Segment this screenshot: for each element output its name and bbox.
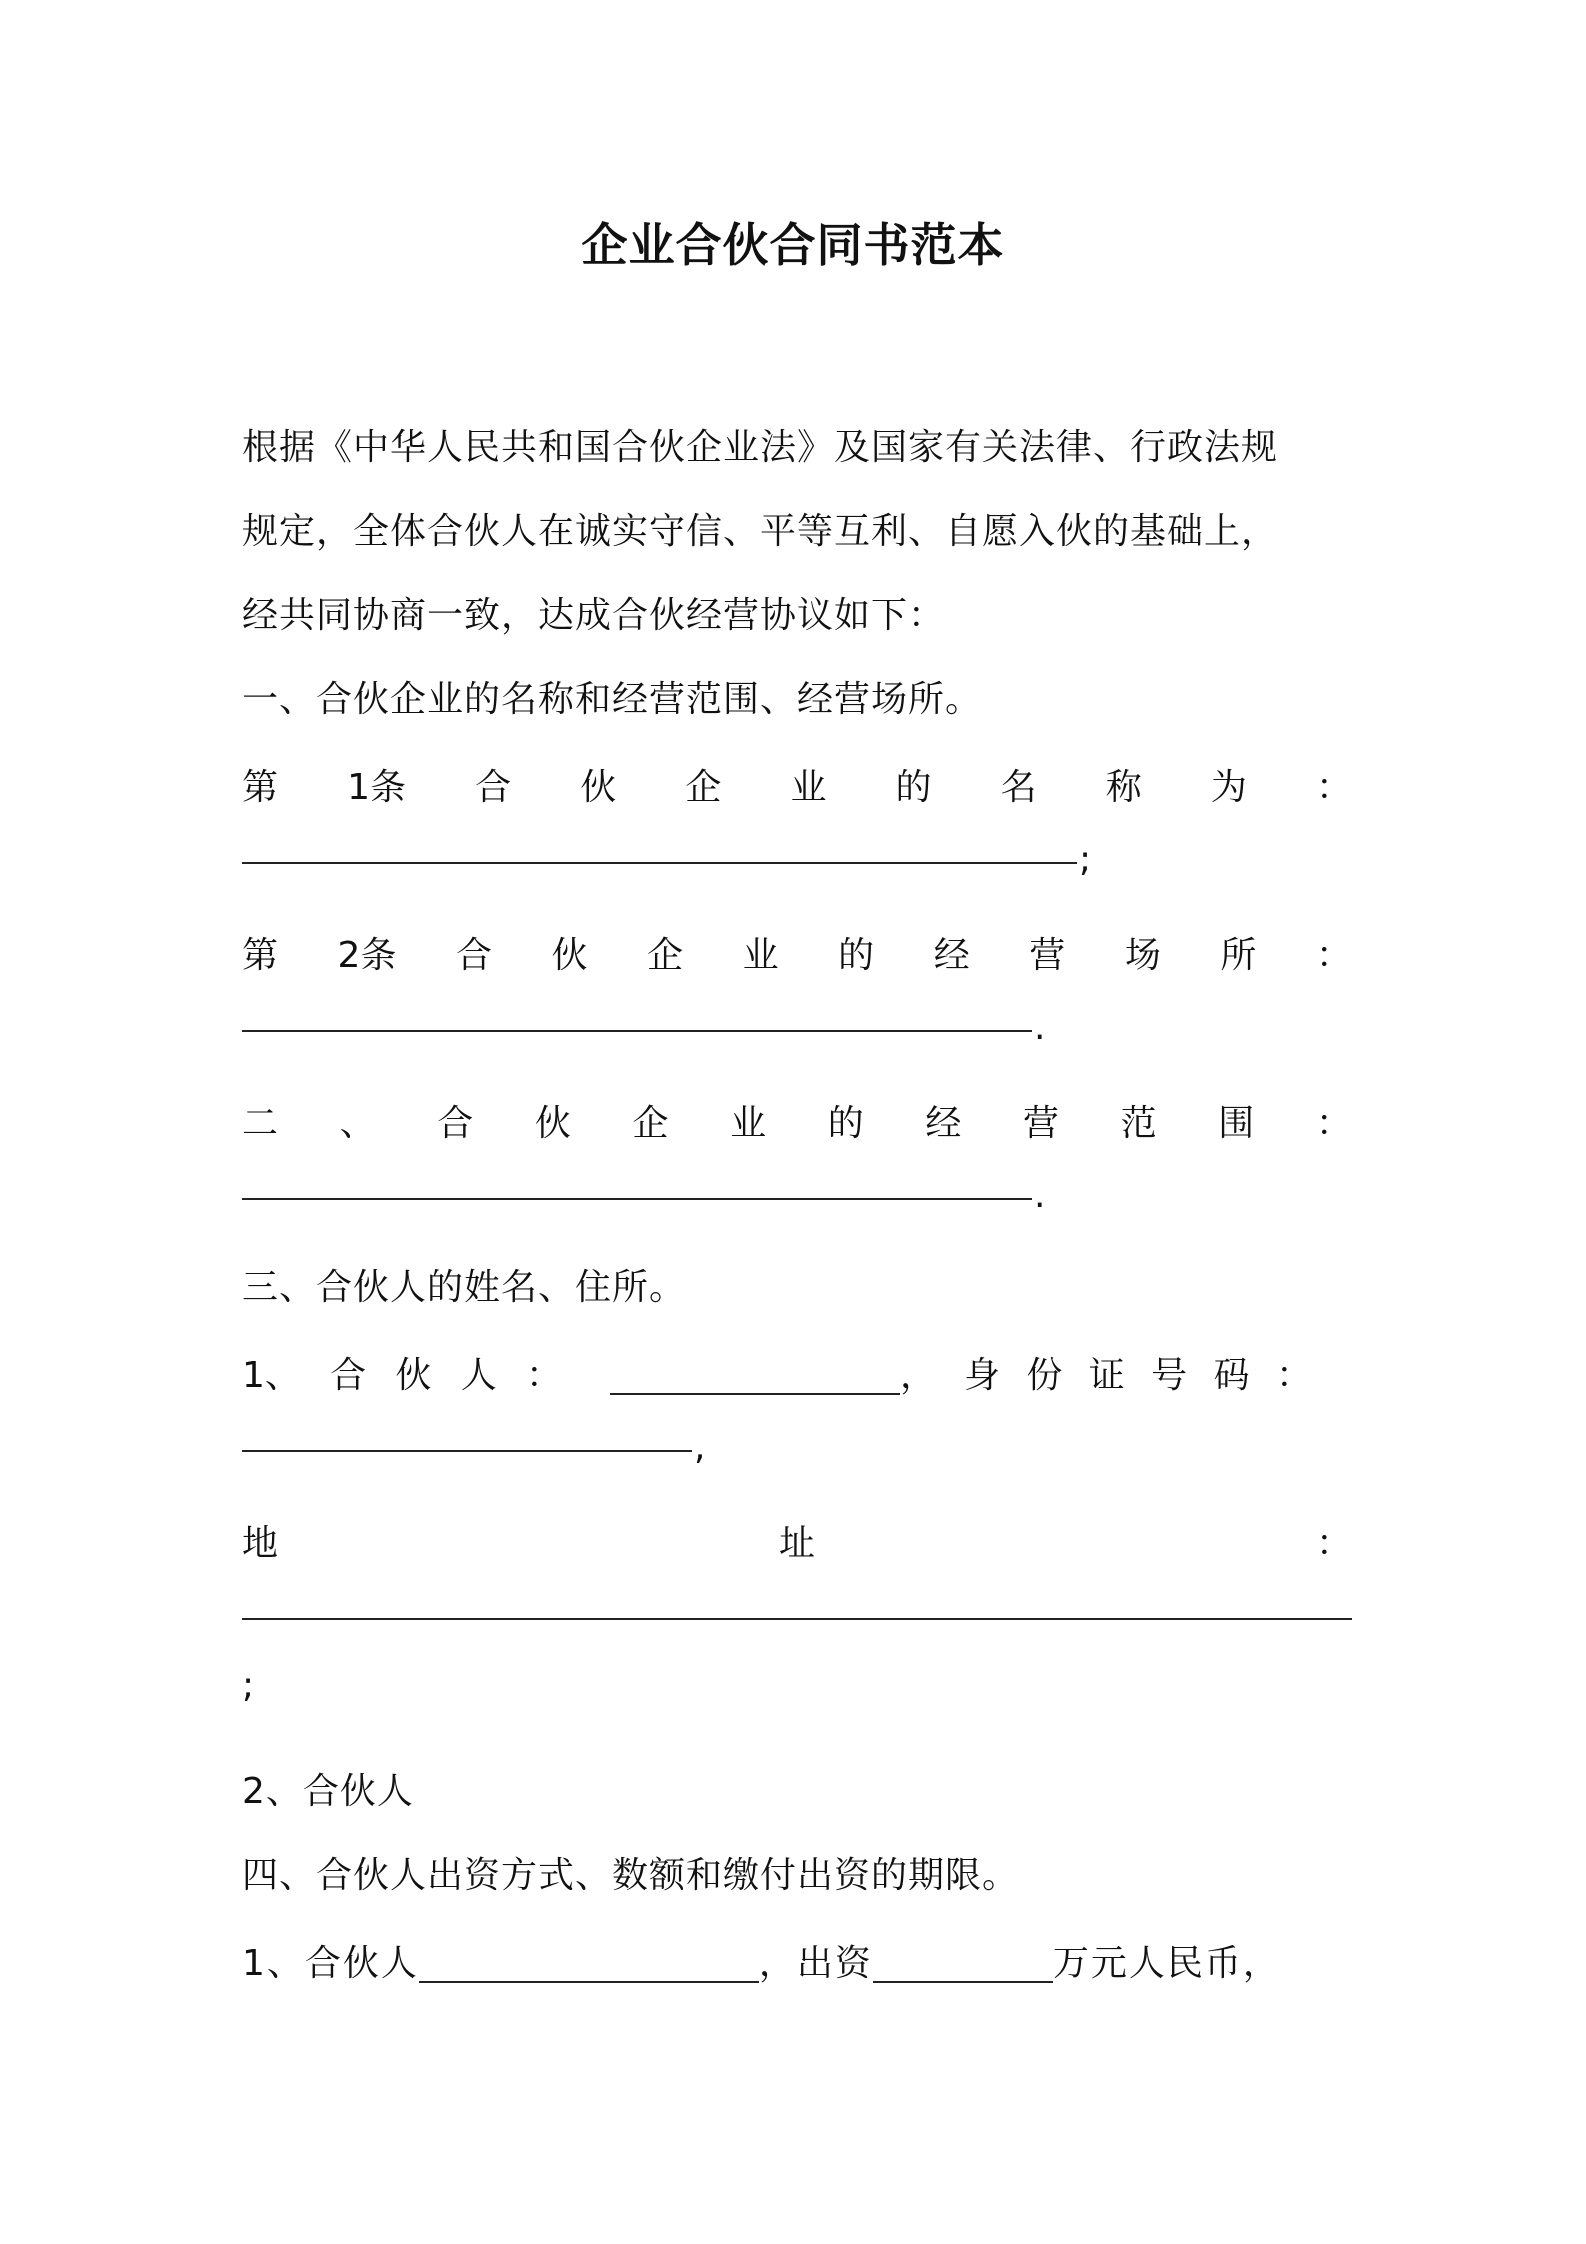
intro-line-3: 经共同协商一致，达成合伙经营协议如下： [242, 595, 946, 636]
address-fill-row [242, 1582, 1352, 1666]
address-char: 址 [778, 1522, 815, 1564]
partner-1-name-blank[interactable] [610, 1361, 900, 1395]
article-1-char: 为 [1210, 766, 1247, 808]
partner-1-char: 人 [460, 1354, 497, 1396]
section-2-label [242, 1078, 1352, 1162]
section-2-char: 企 [632, 1102, 669, 1144]
article-1-char: 伙 [580, 766, 617, 808]
article-1-char: 第 [242, 766, 279, 808]
section-2-char: 业 [730, 1102, 767, 1144]
article-2-char: 的 [838, 934, 875, 976]
business-scope-blank[interactable] [242, 1198, 1032, 1200]
article-1-char: 合 [475, 766, 512, 808]
article-1-tail: ; [1079, 839, 1092, 880]
id-number-char: ： [1275, 1354, 1312, 1396]
id-number-blank[interactable] [242, 1450, 692, 1452]
address-blank[interactable] [242, 1618, 1352, 1620]
article-2-label [242, 910, 1352, 994]
id-number-char: 证 [1088, 1354, 1125, 1396]
article-2-char: 2条 [337, 934, 397, 976]
article-1-char: 名 [1000, 766, 1037, 808]
address-tail: ; [242, 1666, 255, 1706]
section-2-char: 合 [437, 1102, 474, 1144]
id-number-tail: , [694, 1427, 706, 1468]
enterprise-name-blank[interactable] [242, 862, 1077, 864]
section-2-char: 伙 [534, 1102, 571, 1144]
article-1-label [242, 742, 1352, 826]
section-2-tail: . [1034, 1175, 1046, 1216]
article-2-tail: . [1034, 1007, 1046, 1048]
article-1-char: 企 [685, 766, 722, 808]
id-number-label [964, 1347, 1312, 1398]
partner-1-char: ： [525, 1354, 562, 1396]
article-1-char: 称 [1105, 766, 1142, 808]
business-place-blank[interactable] [242, 1030, 1032, 1032]
article-2-char: 经 [933, 934, 970, 976]
address-label [242, 1498, 1352, 1582]
article-1-char: ： [1315, 766, 1352, 808]
article-1-char: 业 [790, 766, 827, 808]
capital-prefix: 1、合伙人 [242, 1942, 419, 1984]
address-char: ： [1315, 1522, 1352, 1564]
article-2-char: 业 [742, 934, 779, 976]
section-2-char: 营 [1023, 1102, 1060, 1144]
article-2-char: ： [1315, 934, 1352, 976]
section-2-fill-row [242, 1162, 1352, 1246]
id-number-char: 码 [1213, 1354, 1250, 1396]
article-2-char: 企 [647, 934, 684, 976]
capital-mid: ，出资 [758, 1942, 873, 1984]
section-3-heading: 三、合伙人的姓名、住所。 [242, 1267, 687, 1308]
article-2-char: 所 [1220, 934, 1257, 976]
article-1-char: 的 [895, 766, 932, 808]
article-2-char: 第 [242, 934, 279, 976]
section-2-char: ： [1315, 1102, 1352, 1144]
document-title: 企业合伙合同书范本 [581, 218, 1005, 272]
partner-1-char: 伙 [395, 1354, 432, 1396]
section-2-char: 围 [1218, 1102, 1255, 1144]
partner-1-comma: ， [900, 1354, 937, 1396]
section-2-char: 范 [1120, 1102, 1157, 1144]
intro-line-1: 根据《中华人民共和国合伙企业法》及国家有关法律、行政法规 [242, 427, 1279, 468]
partner-2-line: 2、合伙人 [242, 1771, 414, 1812]
section-4-heading: 四、合伙人出资方式、数额和缴付出资的期限。 [242, 1855, 1020, 1896]
section-1-heading: 一、合伙企业的名称和经营范围、经营场所。 [242, 679, 983, 720]
intro-line-2: 规定，全体合伙人在诚实守信、平等互利、自愿入伙的基础上， [242, 511, 1279, 552]
partner-1-label [242, 1347, 562, 1398]
section-2-char: 经 [925, 1102, 962, 1144]
partner-1-char: 合 [330, 1354, 367, 1396]
id-number-char: 份 [1026, 1354, 1063, 1396]
section-2-char: 二 [242, 1102, 279, 1144]
document-body [242, 406, 1352, 2002]
article-2-char: 伙 [551, 934, 588, 976]
id-number-fill-row [242, 1414, 1352, 1498]
address-char: 地 [242, 1522, 279, 1564]
capital-line [242, 1918, 1352, 2002]
article-1-fill-row [242, 826, 1352, 910]
capital-suffix: 万元人民币， [1052, 1942, 1281, 1984]
partner-1-line [242, 1330, 1352, 1414]
section-2-char: 、 [339, 1102, 376, 1144]
id-number-char: 号 [1151, 1354, 1188, 1396]
partner-1-char: 1、 [242, 1354, 301, 1396]
id-number-char: 身 [964, 1354, 1001, 1396]
capital-amount-blank[interactable] [873, 1949, 1053, 1983]
article-2-char: 合 [455, 934, 492, 976]
section-2-char: 的 [827, 1102, 864, 1144]
article-2-char: 营 [1029, 934, 1066, 976]
article-2-fill-row [242, 994, 1352, 1078]
article-2-char: 场 [1124, 934, 1161, 976]
capital-partner-blank[interactable] [419, 1949, 759, 1983]
article-1-char: 1条 [347, 766, 407, 808]
